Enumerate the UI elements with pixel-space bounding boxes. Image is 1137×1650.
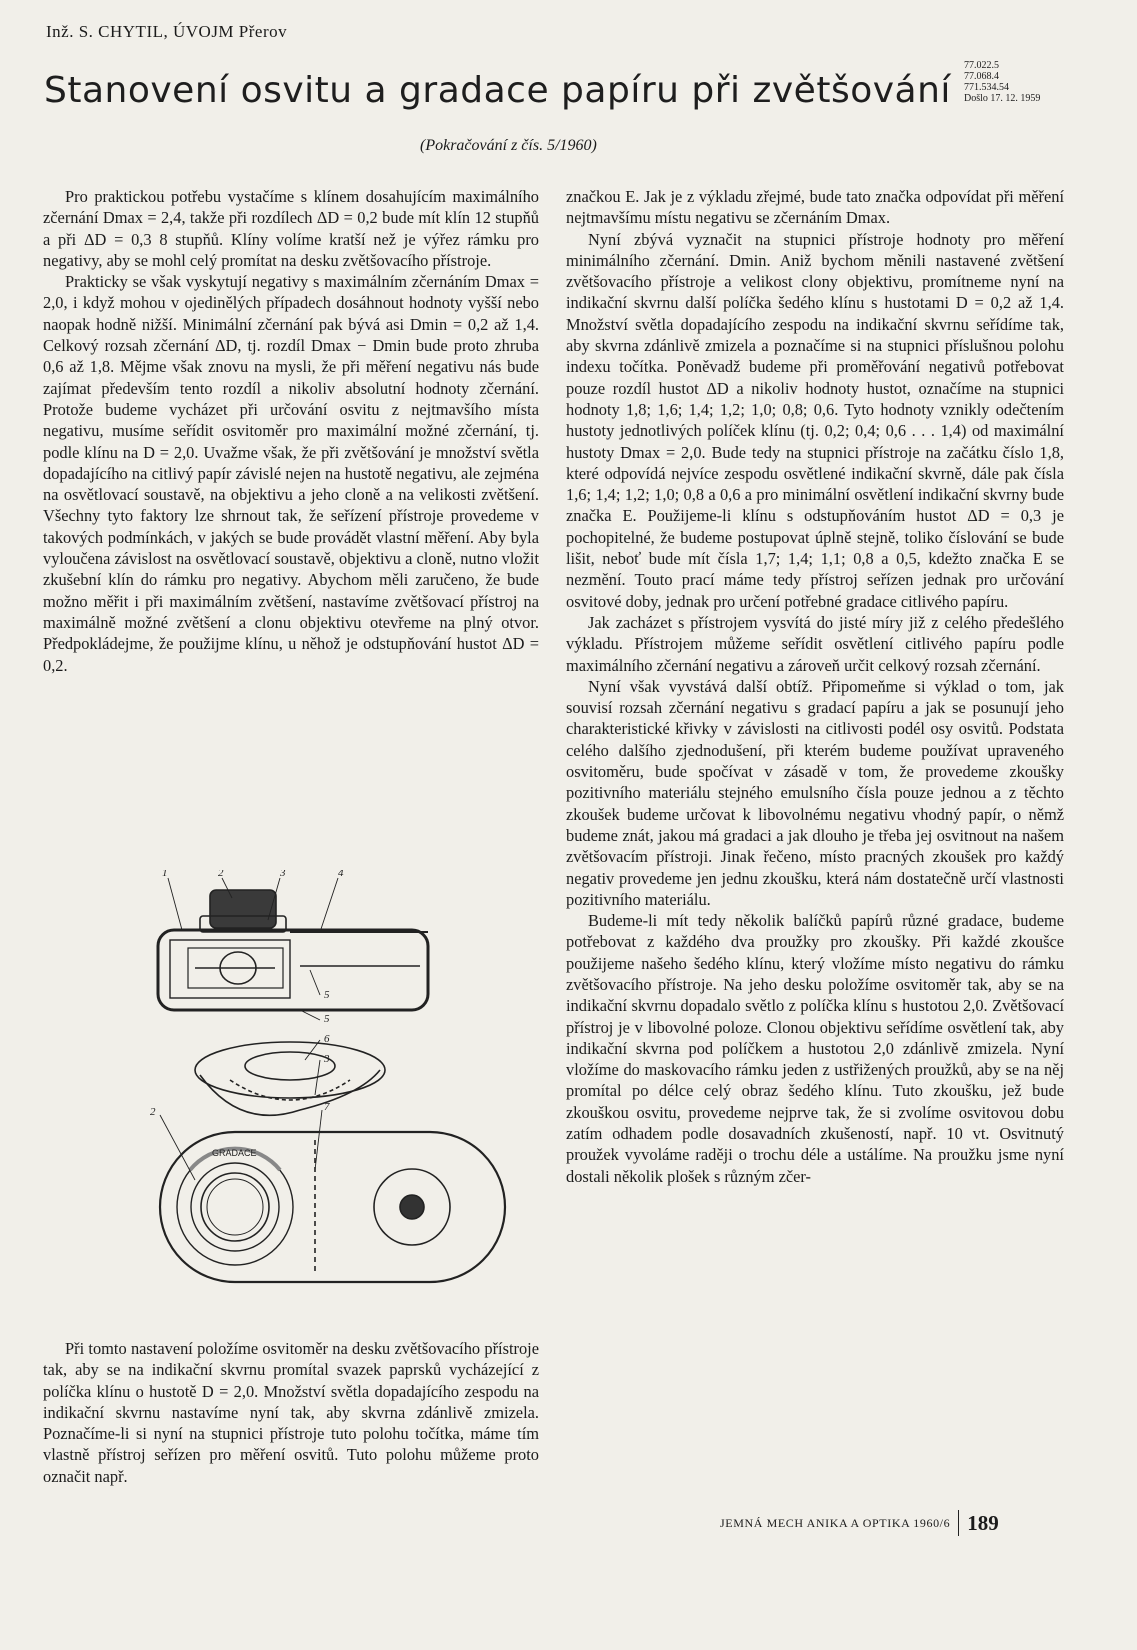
plan-view: [160, 1132, 505, 1282]
label-6: 6: [324, 1033, 330, 1045]
page-footer: [720, 1510, 999, 1536]
author-line: Inž. S. CHYTIL, ÚVOJM Přerov: [46, 22, 288, 41]
paragraph: Nyní však vyvstává další obtíž. Připomeňme si výklad o tom, jak souvisí rozsah zčernání negativu s gradací papíru a jak se posunují jeho charakteristické křivky v závislosti na citlivosti podél osy osvitů. Podstata celého dalšího zjednodušení, při kterém budeme používat upraveného osvitoměru, bude spočívat v zásadě v tom, že provedeme zkoušky pozitivního materiálu stejného emulsního čísla pouze jednou a z těchto zkoušek budeme určovat k libovolnému negativu vhodný papír, o němž budeme znát, jakou má gradaci a jak dlouho je třeba jej osvitnout na našem zvětšovacím přístroji. Jinak řečeno, místo pracných zkoušek pro každý negativ provedeme jen jednu zkoušku, která nám dostatečně určí vlastnosti pozitivního materiálu.: [566, 676, 1064, 909]
paragraph: značkou E. Jak je z výkladu zřejmé, bude tato značka odpovídat při měření nejtmavšímu místu negativu se zčernáním Dmax.: [566, 187, 1064, 228]
udc-code: 77.022.5: [964, 60, 999, 71]
article-title: Stanovení osvitu a gradace papíru při zvětšování: [44, 70, 951, 111]
left-column: [43, 186, 539, 676]
page-number: 189: [967, 1510, 999, 1535]
paragraph: Jak zacházet s přístrojem vysvítá do jisté míry již z celého předešlého výkladu. Přístrojem můžeme seřídit osvětlení citlivého papíru podle maximálního zčernání negativu a zároveň určit celkový rozsah zčernání.: [566, 612, 1064, 675]
continuation-note: (Pokračování z čís. 5/1960): [420, 137, 597, 154]
label-2: 2: [218, 870, 224, 879]
label-5b: 5: [324, 1013, 330, 1025]
udc-code: 771.534.54: [964, 82, 1009, 93]
paragraph: Pro praktickou potřebu vystačíme s klínem dosahujícím maximálního zčernání Dmax = 2,4, takže při rozdílech ΔD = 0,2 bude mít klín 12 stupňů a při ΔD = 0,3 8 stupňů. Klíny volíme kratší než je výřez rámku pro negativy, aby se mohl celý promítat na desku zvětšovacího přístroje.: [43, 187, 539, 270]
udc-code: 77.068.4: [964, 71, 999, 82]
left-column-bottom: [43, 1338, 539, 1487]
footer-divider: [958, 1510, 959, 1536]
paragraph: Prakticky se však vyskytují negativy s maximálním zčernáním Dmax = 2,0, i když mohou v ojedinělých případech dosáhnout hodnoty vyšší nebo naopak hodně nižší. Minimální zčernání pak bývá asi Dmin = 0,2 až 1,4. Celkový rozsah zčernání ΔD, tj. rozdíl Dmax − Dmin bude proto zhruba 0,6 až 1,8. Mějme však znovu na mysli, že při měření negativu nás bude zajímat především tento rozdíl a nikoliv absolutní hodnoty zčernání. Protože budeme vycházet při určování osvitu z nejtmavšího místa negativu, musíme seřídit osvitoměr pro maximální možné zčernání, tj. podle klínu na D = 2,0. Uvažme však, že při zvětšování je množství světla dopadajícího na citlivý papír závislé nejen na hustotě negativu, ale zejména na osvětlovací soustavě, na objektivu a jeho cloně a na velikosti zvětšení. Všechny tyto faktory lze shrnout tak, že seřízení přístroje provedeme v takových podmínkách, v jakých se bude provádět vlastní měření. Aby byla vyloučena závislost na osvětlovací soustavě, objektivu a cloně, nutno vložit zkušební klín do rámku pro negativy. Abychom měli zaručeno, že bude možno měřit i při maximálním zvětšení, nastavíme zvětšovací přístroj na maximálně možné zvětšení a clonu objektivu otevřeme na plný otvor. Předpokládejme, že použijme klínu, u něhož je odstupňování hustot ΔD = 0,2.: [43, 272, 539, 675]
housing-cross-section: [158, 890, 428, 1010]
label-2b: 2: [150, 1106, 156, 1118]
label-5: 5: [324, 989, 330, 1001]
journal-name: JEMNÁ MECH ANIKA A OPTIKA 1960/6: [720, 1515, 951, 1530]
paragraph: Při tomto nastavení položíme osvitoměr na desku zvětšovacího přístroje tak, aby se na indikační skvrnu promítal svazek paprsků vycházející z políčka klínu o hustotě D = 2,0. Množství světla dopadajícího zespodu na indikační skvrnu nastavíme nyní tak, aby skvrna zdánlivě zmizela. Poznačíme-li si nyní na stupnici přístroje tuto polohu točítka, máme tím vlastně přístroj seřízen pro měření osvitů. Tuto polohu můžeme proto označit např.: [43, 1339, 539, 1486]
dial-label: GRADACE: [212, 1148, 257, 1158]
udc-codes: [964, 60, 1040, 104]
received-date: Došlo 17. 12. 1959: [964, 93, 1041, 104]
paragraph: Nyní zbývá vyznačit na stupnici přístroje hodnoty pro měření minimálního zčernání. Dmin. Aniž bychom měnili nastavené zvětšení zvětšovacího přístroje a velikost clony objektivu, promítneme nyní na indikační skvrnu další políčka šedého klínu s hustotami D = 0,2 až 1,4. Množství světla dopadajícího zespodu na indikační skvrnu seřídíme tak, aby skvrna zdánlivě zmizela a poznačíme si na stupnici příslušnou polohu indexu točítka. Poněvadž budeme při proměřování negativů potřebovat pouze rozdíl hustot ΔD a nikoliv hodnoty hustot, označíme na stupnici hodnoty 1,8; 1,6; 1,4; 1,2; 1,0; 0,8; 0,6. Tyto hodnoty vznikly odečtením hustoty jednotlivých políček klínu (tj. 0,2; 0,4; 0,6 . . . 1,4) od maximální hustoty Dmax = 2,0. Bude tedy na stupnici přístroje na začátku číslo 1,8, které odpovídá nejvíce zespodu osvětlené indikační skvrně, dále pak čísla 1,6; 1,4; 1,2; 1,0; 0,8 a 0,6 a pro minimální osvětlení indikační skvrny bude značka E. Použijeme-li klínu s odstupňováním hustot ΔD = 0,3 je pochopitelné, že budeme postupovat úplně stejně, toliko číslování se bude lišit, neboť bude mít čísla 1,7; 1,4; 1,1; 0,8 a 0,5, kdežto značka E se nezmění. Touto prací máme tedy přístroj seřízen jednak pro určování osvitové doby, jednak pro určení potřebné gradace citlivého papíru.: [566, 229, 1064, 611]
label-1: 1: [162, 870, 168, 879]
spiral-disc: [195, 1042, 385, 1115]
paragraph: Budeme-li mít tedy několik balíčků papírů různé gradace, budeme potřebovat z každého dva proužky pro zkoušky. Při každé zkoušce použijeme našeho šedého klínu, který vložíme místo negativu do rámku zvětšovacího přístroje. Na jeho desku položíme osvitoměr tak, aby se na indikační skvrnu dopadalo světlo z políčka klínu s hustotou 2,0. Zvětšovací přístroj je v libovolné poloze. Clonou objektivu seřídíme osvětlení tak, aby indikační skvrna pod políčkem a hustotou 2,0 zdánlivě zmizela. Nyní vložíme do maskovacího rámku jeden z ustřižených proužků, aby se na něj promítal po délce celý obraz šedého klínu. Tuto zkoušku, jež bude zkouškou osvitu, provedeme nejprve tak, že si zvolíme osvitovou dobu zatím odhadem podle dosavadních zkušeností, např. 10 vt. Osvitnutý proužek vyvoláme raději o trochu déle a ustálíme. Na proužku jsme nyní dostali několik plošek s různým zčer-: [566, 911, 1064, 1186]
label-4: 4: [338, 870, 344, 879]
right-column: [566, 186, 1064, 1187]
label-3b: 3: [324, 1053, 330, 1065]
label-7: 7: [324, 1101, 330, 1113]
device-diagram: [140, 870, 530, 1320]
label-3: 3: [280, 870, 286, 879]
